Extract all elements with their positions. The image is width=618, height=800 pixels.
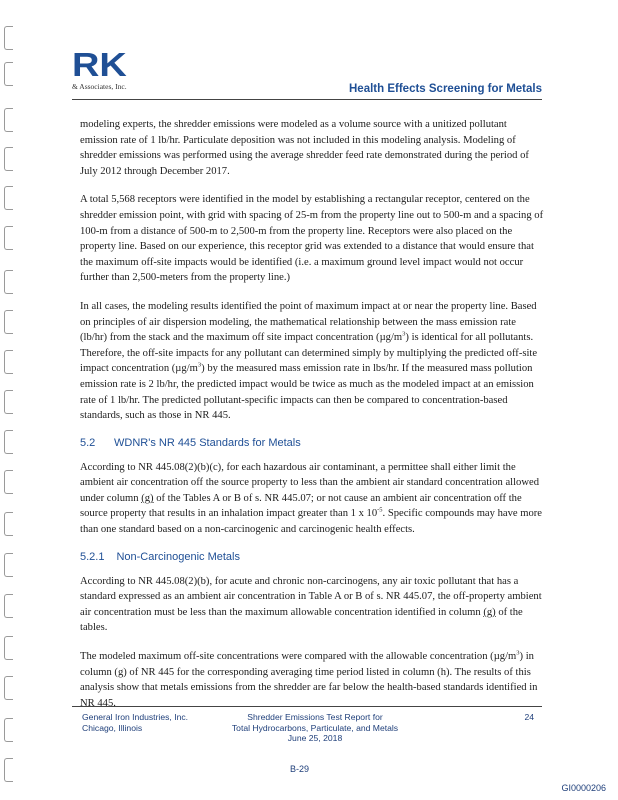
paragraph-modeling-results: In all cases, the modeling results identified the point of maximum impact at or near the property line. Based on principles of air dispersion modeling, the mathematical relationship between the mass emission rate (lb/hr) from the stack and the maximum off site impact concentration $(\mu g/m^3)$ is identical for all pollutants. Therefore, the off-site impacts for any pollutant can determined simply by multiplying the predicted off-site impact concentration $(\mu g/m^3)$ by the measured mass emission rate in lbs/hr. If the measured mass pollution emission rate is 2 lb/hr, the predicted impact would be twice as much as the modeled impact at an emission rate of 1 lb/hr. The predicted pollutant-specific impacts can then be compared to concentration-based standards, such as those in NR 445. [80,300,538,422]
binder-ring [4,226,13,250]
section-heading-5-2-1 [80,551,544,563]
appendix-page-label: B-29 [290,764,310,774]
binder-ring [4,430,13,454]
section-title: WDNR's NR 445 Standards for Metals [114,436,301,449]
binder-ring [4,350,13,374]
binder-ring [4,147,13,171]
logo-mark: RK [72,46,127,83]
binder-ring [4,26,13,50]
logo-subtitle: & Associates, Inc. [72,82,127,91]
binder-ring [4,390,13,414]
binder-ring [4,270,13,294]
footer-date: June 25, 2018 [287,733,343,743]
binder-ring [4,62,13,86]
paragraph-nr445-standards: According to NR 445.08(2)(b)(c), for each hazardous air contaminant, a permittee shall either limit the ambient air concentration off the source property to less than the ambient air standard concentration allowed under column (g) of the Tables A or B of s. NR 445.07; or not cause an ambient air concentration off the source property that results in an inhalation impact greater than 1 x $10^{-5}$. Specific compounds may have more than one standard based on a non-carcinogenic and carcinogenic health effects. [80,461,542,536]
binder-ring [4,470,13,494]
binder-ring [4,108,13,132]
header-divider [72,99,542,100]
footer-page-number: 24 [524,712,534,722]
header-title: Health Effects Screening for Metals [349,83,542,95]
footer-report-title [215,712,415,744]
footer-report-line2: Total Hydrocarbons, Particulate, and Metals [231,722,399,733]
paragraph-receptor-grid: A total 5,568 receptors were identified in the model by establishing a rectangular receptor, centered on the shredder emission point, with grid with spacing of 25-m from the property line out to 500-m and a spacing of 100-m from a distance of 500-m to 2,500-m from the property line. Receptors were also placed on the property line. Based on our experience, this receptor grid was extended to a distance that would ensure that the maximum off-site impacts would be identified (i.e. a maximum ground level impact would not occur further than 2,500-meters from the property line.) [80,194,544,284]
binder-ring [4,310,13,334]
binder-ring [4,553,13,577]
section-number: 5.2.1 [80,550,105,563]
paragraph-comparison-results: The modeled maximum off-site concentrations were compared with the allowable concentration $(\mu g/m^3)$ in column (g) of NR 445 for the corresponding averaging time period listed in column (h). The results of this analysis show that metals emissions from the shredder are far below the health-based standards identified in NR 445. [80,649,538,709]
section-title: Non-Carcinogenic Metals [116,550,240,563]
page-body [80,117,544,724]
binder-ring [4,718,13,742]
binder-ring [4,594,13,618]
footer-divider [72,706,542,707]
binder-ring [4,512,13,536]
company-logo [72,46,136,91]
binder-rings [4,0,16,800]
section-number: 5.2 [80,436,96,449]
footer-company [82,712,188,733]
section-heading-5-2 [80,437,544,449]
binder-ring [4,186,13,210]
footer-company-name: General Iron Industries, Inc. [82,712,189,722]
binder-ring [4,676,13,700]
paragraph-non-carcinogens: According to NR 445.08(2)(b), for acute and chronic non-carcinogens, any air toxic pollutant that has a standard expressed as an ambient air concentration in Table A or B of s. NR 445.07, the off-property ambient air concentration must be less than the maximum allowable concentration identified in column (g) of the tables. [80,575,542,634]
bates-document-id: GI0000206 [561,783,606,793]
footer-location: Chicago, Illinois [82,722,143,733]
paragraph-modeling-intro: modeling experts, the shredder emissions were modeled as a volume source with a unitized pollutant emission rate of 1 lb/hr. Particulate deposition was not included in this modeling analysis. Modeling of shredder emissions was performed using the average shredder feed rate demonstrated during the period of July 2012 through December 2017. [80,119,529,177]
binder-ring [4,758,13,782]
binder-ring [4,636,13,660]
footer-report-line1: Shredder Emissions Test Report for [247,712,383,722]
